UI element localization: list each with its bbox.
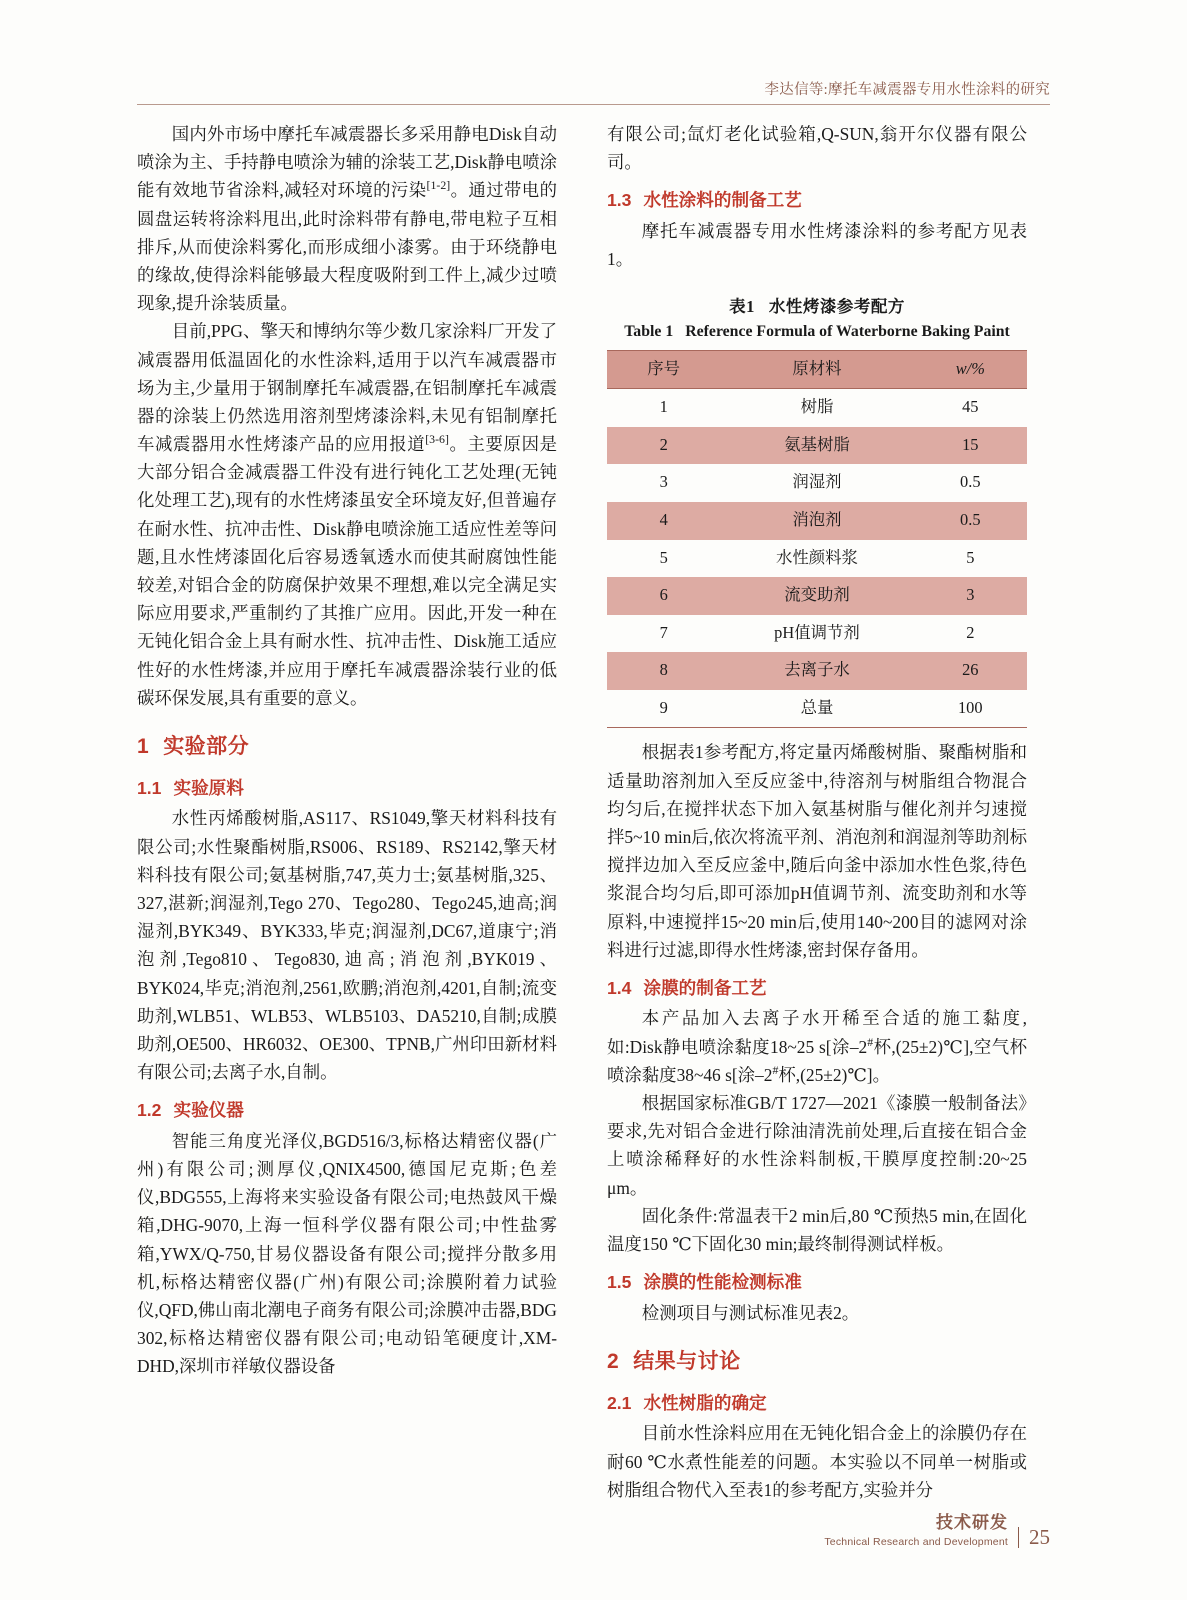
cell-material: 流变助剂 — [784, 585, 850, 605]
cell-material: 总量 — [720, 690, 913, 728]
subsection-title-2-1: 水性树脂的确定 — [643, 1392, 767, 1413]
cell-weight: 3 — [966, 585, 975, 605]
cell-weight: 45 — [962, 397, 979, 417]
cell-material: 水性颜料浆 — [776, 547, 858, 567]
section-number-2: 2 — [607, 1349, 620, 1373]
subsection-number-1-4: 1.4 — [607, 977, 632, 998]
paragraph-1-4-c: 固化条件:常温表干2 min后,80 ℃预热5 min,在固化温度150 ℃下固化30 min;最终制得测试样板。 — [607, 1205, 1027, 1254]
reference-marker: [3-6] — [425, 432, 449, 447]
subsection-title-1-1: 实验原料 — [173, 777, 244, 798]
cell-material: 消泡剂 — [792, 510, 842, 529]
subsection-number-1-5: 1.5 — [607, 1272, 632, 1293]
table-1-caption-en — [607, 320, 1027, 344]
table-header-index: 序号 — [607, 350, 720, 389]
paragraph-1-1: 水性丙烯酸树脂,AS117、RS1049,擎天材料科技有限公司;水性聚酯树脂,RS006、RS189、RS2142,擎天材料科技有限公司;氨基树脂,747,英力士;氨基树脂,325、327,湛新;润湿剂,Tego 270、Tego280、Tego245,迪高;润湿剂,BYK349、BYK333,毕克;润湿剂,DC67,道康宁;消泡剂,Tego810、Tego830,迪高;消泡剂,BYK019、BYK024,毕克;消泡剂,2561,欧鹏;消泡剂,4201,自制;流变助剂,WLB51、WLB53、WLB5103、DA5210,自制;成膜助剂,OE500、HR6032、OE300、TPNB,广州印田新材料有限公司;去离子水,自制。 — [137, 808, 557, 1083]
cell-weight: 26 — [962, 660, 979, 680]
running-head: 李达信等:摩托车减震器专用水性涂料的研究 — [764, 82, 1050, 98]
header-divider — [137, 104, 1050, 105]
table-row — [607, 652, 1027, 690]
table-1-caption — [607, 295, 1027, 343]
cell-material: pH值调节剂 — [774, 622, 860, 642]
right-column — [607, 120, 1027, 1504]
section-heading-2 — [607, 1345, 1027, 1379]
subsection-number-2-1: 2.1 — [607, 1392, 632, 1413]
cell-weight: 0.5 — [960, 510, 981, 529]
paragraph-2-1: 目前水性涂料应用在无钝化铝合金上的涂膜仍存在耐60 ℃水煮性能差的问题。本实验以不同单一树脂或树脂组合物代入至表1的参考配方,实验并分 — [607, 1423, 1027, 1500]
table-row — [607, 615, 1027, 653]
paragraph-intro-1: 国内外市场中摩托车减震器长多采用静电Disk自动喷涂为主、手持静电喷涂为辅的涂装工艺,Disk静电喷涂能有效地节省涂料,减轻对环境的污染[1-2]。通过带电的圆盘运转将涂料甩出,此时涂料带有静电,带电粒子互相排斥,从而使涂料雾化,而形成细小漆雾。由于环绕静电的缘故,使得涂料能够最大程度吸附到工件上,减少过喷现象,提升涂装质量。 — [137, 124, 557, 314]
table-row — [607, 464, 1027, 502]
subsection-title-1-5: 涂膜的性能检测标准 — [643, 1272, 802, 1293]
cell-weight: 2 — [966, 622, 975, 642]
table-1-label-cn: 表1 — [729, 297, 755, 317]
subsection-heading-2-1 — [607, 1389, 1027, 1418]
cell-index: 2 — [659, 434, 668, 454]
cell-index: 9 — [607, 690, 720, 728]
table-header-material: 原材料 — [720, 350, 913, 389]
page-number: 25 — [1018, 1527, 1050, 1548]
left-column — [137, 120, 557, 1381]
table-1-label-en: Table 1 — [624, 323, 674, 340]
table-row — [607, 502, 1027, 540]
subsection-title-1-3: 水性涂料的制备工艺 — [643, 190, 802, 211]
cell-index: 5 — [659, 547, 668, 567]
table-1-caption-cn — [607, 295, 1027, 320]
cell-index: 4 — [659, 510, 668, 529]
page-header — [137, 78, 1050, 106]
cup-marker: # — [867, 1034, 874, 1049]
subsection-number-1-3: 1.3 — [607, 190, 632, 211]
table-1-title-en: Reference Formula of Waterborne Baking Paint — [685, 323, 1010, 340]
table-row — [607, 389, 1027, 427]
subsection-heading-1-2 — [137, 1096, 557, 1125]
subsection-title-1-4: 涂膜的制备工艺 — [643, 977, 767, 998]
cell-weight: 0.5 — [960, 472, 981, 492]
table-row — [607, 690, 1027, 728]
cell-index: 7 — [659, 622, 668, 642]
paragraph-1-2: 智能三角度光泽仪,BGD516/3,标格达精密仪器(广州)有限公司;测厚仪,QNIX4500,德国尼克斯;色差仪,BDG555,上海将来实验设备有限公司;电热鼓风干燥箱,DHG-9070,上海一恒科学仪器有限公司;中性盐雾箱,YWX/Q-750,甘易仪器设备有限公司;搅拌分散多用机,标格达精密仪器(广州)有限公司;涂膜附着力试验仪,QFD,佛山南北潮电子商务有限公司;涂膜冲击器,BDG 302,标格达精密仪器有限公司;电动铅笔硬度计,XM-DHD,深圳市祥敏仪器设备 — [137, 1130, 557, 1377]
cell-index: 1 — [659, 397, 668, 417]
section-title-2: 结果与讨论 — [633, 1349, 741, 1373]
cell-weight: 15 — [962, 434, 979, 454]
subsection-number-1-1: 1.1 — [137, 777, 162, 798]
subsection-heading-1-3 — [607, 186, 1027, 215]
paragraph-after-table: 根据表1参考配方,将定量丙烯酸树脂、聚酯树脂和适量助溶剂加入至反应釜中,待溶剂与树脂组合物混合均匀后,在搅拌状态下加入氨基树脂与催化剂并匀速搅拌5~10 min后,依次将流平剂、消泡剂和润湿剂等助剂标搅拌边加入至反应釜中,随后向釜中添加水性色浆,待色浆混合均匀后,即可添加pH值调节剂、流变助剂和水等原料,中速搅拌15~20 min后,使用140~200目的滤网对涂料进行过滤,即得水性烤漆,密封保存备用。 — [607, 742, 1027, 960]
table-header-weight: w/% — [914, 350, 1027, 389]
table-header-row — [607, 350, 1027, 389]
reference-marker: [1-2] — [426, 178, 451, 193]
reference-formula-table — [607, 350, 1027, 729]
subsection-title-1-2: 实验仪器 — [173, 1100, 244, 1121]
paragraph-1-4-a: 本产品加入去离子水开稀至合适的施工黏度,如:Disk静电喷涂黏度18~25 s[涂–2#杯,(25±2)℃],空气杯喷涂黏度38~46 s[涂–2#杯,(25±2)℃]。 — [607, 1008, 1027, 1085]
cell-index: 6 — [659, 585, 668, 605]
section-title-1: 实验部分 — [163, 734, 250, 758]
cell-material: 去离子水 — [784, 660, 850, 680]
cell-weight: 100 — [914, 690, 1027, 728]
cup-marker: # — [772, 1063, 779, 1078]
cell-index: 8 — [659, 660, 668, 680]
subsection-number-1-2: 1.2 — [137, 1100, 162, 1121]
cell-material: 润湿剂 — [792, 472, 842, 492]
subsection-heading-1-5 — [607, 1268, 1027, 1297]
paragraph-1-3: 摩托车减震器专用水性烤漆涂料的参考配方见表1。 — [607, 220, 1027, 270]
footer-section-cn: 技术研发 — [936, 1513, 1008, 1532]
cell-weight: 5 — [966, 547, 975, 567]
subsection-heading-1-4 — [607, 974, 1027, 1003]
cell-material: 树脂 — [800, 397, 834, 417]
cell-material: 氨基树脂 — [784, 434, 850, 454]
table-1-title-cn: 水性烤漆参考配方 — [768, 297, 905, 317]
page-footer — [824, 1508, 1050, 1548]
table-row — [607, 427, 1027, 465]
paragraph-1-5: 检测项目与测试标准见表2。 — [641, 1302, 860, 1323]
paragraph-1-4-b: 根据国家标准GB/T 1727—2021《漆膜一般制备法》要求,先对铝合金进行除油清洗前处理,后直接在铝合金上喷涂稀释好的水性涂料制板,干膜厚度控制:20~25 μm。 — [607, 1093, 1027, 1198]
paragraph-1-2-continued: 有限公司;氙灯老化试验箱,Q-SUN,翁开尔仪器有限公司。 — [607, 124, 1027, 173]
table-row — [607, 540, 1027, 578]
cell-index: 3 — [659, 472, 668, 492]
footer-section-en: Technical Research and Development — [824, 1536, 1008, 1548]
subsection-heading-1-1 — [137, 774, 557, 803]
table-row — [607, 577, 1027, 615]
table-1-block — [607, 295, 1027, 728]
section-number-1: 1 — [137, 734, 150, 758]
section-heading-1 — [137, 730, 557, 764]
paragraph-intro-2: 目前,PPG、擎天和博纳尔等少数几家涂料厂开发了减震器用低温固化的水性涂料,适用于以汽车减震器市场为主,少量用于钢制摩托车减震器,在铝制摩托车减震器的涂装上仍然选用溶剂型烤漆涂料,未见有铝制摩托车减震器用水性烤漆产品的应用报道[3-6]。主要原因是大部分铝合金减震器工件没有进行钝化工艺处理(无钝化处理工艺),现有的水性烤漆虽安全环境友好,但普遍存在耐水性、抗冲击性、Disk静电喷涂施工适应性差等问题,且水性烤漆固化后容易透氧透水而使其耐腐蚀性能较差,对铝合金的防腐保护效果不理想,难以完全满足实际应用要求,严重制约了其推广应用。因此,开发一种在无钝化铝合金上具有耐水性、抗冲击性、Disk施工适应性好的水性烤漆,并应用于摩托车减震器涂装行业的低碳环保发展,具有重要的意义。 — [137, 321, 557, 708]
